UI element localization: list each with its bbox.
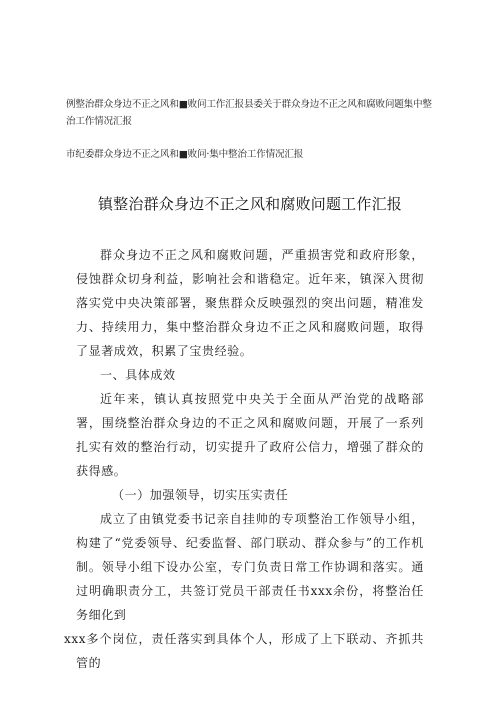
section-paragraph-1: 近年来，镇认真按照党中央关于全面从严治党的战略部署，围绕整治群众身边的不正之风和腐败问题，开展了一系列扎实有效的整治行动，切实提升了政府公信力，增强了群众的获得感。 — [76, 392, 424, 478]
subsection-heading-1: （一）加强领导，切实压实责任 — [112, 488, 289, 502]
intro-paragraph: 群众身边不正之风和腐败问题，严重损害党和政府形象，侵蚀群众切身利益，影响社会和谐稳定。近年来，镇深入贯彻落实党中央决策部署，聚焦群众反映强烈的突出问题，精准发力、持续用力，集中整治群众身边不正之风和腐败问题，取得了显著成效，积累了宝贵经验。 — [76, 248, 424, 358]
header-line-2: 市纪委群众身边不正之风和■败问·集中整治工作情况汇报 — [66, 149, 304, 160]
section-heading-1: 一、具体成效 — [100, 368, 176, 382]
subsection-paragraph-1-continued: xxx多个岗位，责任落实到具体个人，形成了上下联动、齐抓共管的 — [64, 632, 424, 670]
subsection-paragraph-1: 成立了由镇党委书记亲自挂帅的专项整治工作领导小组，构建了“党委领导、纪委监督、部门联动、群众参与”的工作机制。领导小组下设办公室，专门负责日常工作协调和落实。通过明确职责分工，共签订党员干部责任书xxx余份，将整治任务细化到 — [76, 512, 424, 622]
document-body — [64, 243, 424, 675]
header-line-1: 例整治群众身边不正之风和■败问工作汇报县委关于群众身边不正之风和腐败问题集中整治工作情况汇报 — [66, 99, 432, 127]
document-title: 镇整治群众身边不正之风和腐败问题工作汇报 — [97, 195, 402, 213]
